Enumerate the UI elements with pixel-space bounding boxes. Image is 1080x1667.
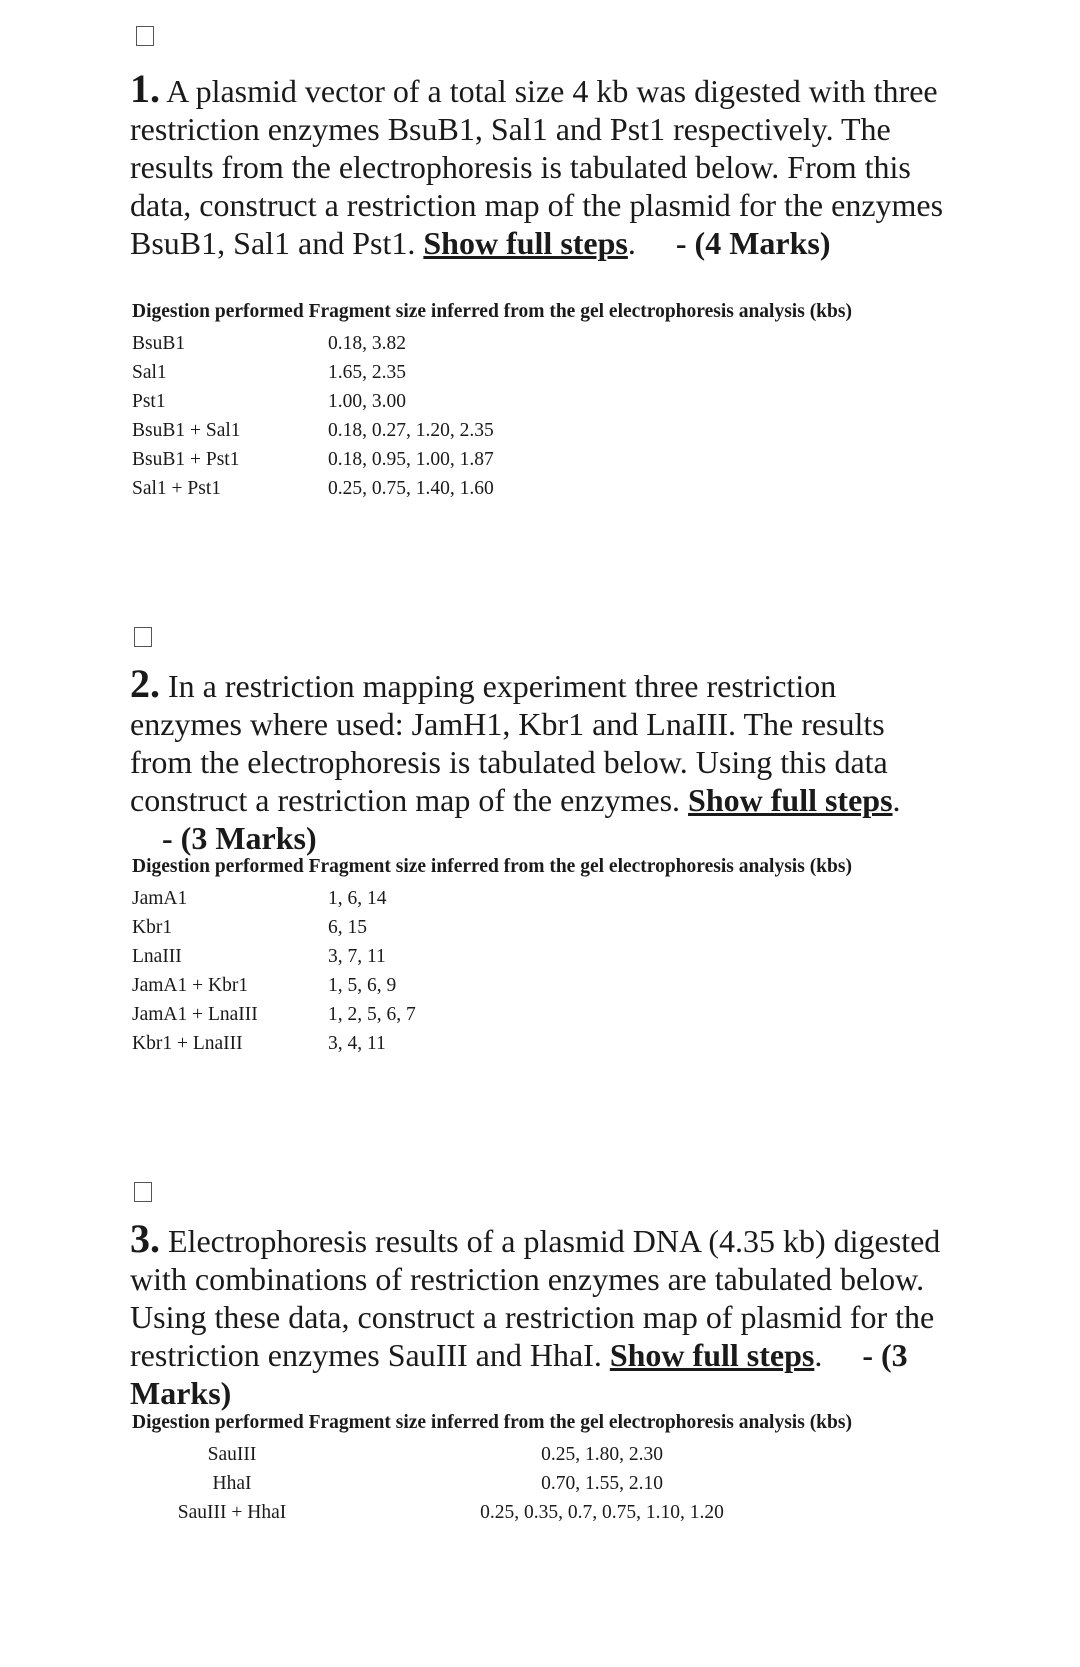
fragment-cell: 6, 15 xyxy=(328,917,367,938)
digestion-cell: Sal1 + Pst1 xyxy=(132,478,222,499)
digestion-cell: HhaI xyxy=(212,1473,252,1494)
q1-header-col2: Fragment size inferred from the gel electrophoresis analysis (kbs) xyxy=(308,301,852,322)
table-row xyxy=(132,1440,872,1469)
question-3 xyxy=(130,1216,950,1412)
q2-table-header xyxy=(132,856,852,884)
table-row xyxy=(132,884,852,913)
table-row xyxy=(132,329,852,358)
fragment-cell: 3, 4, 11 xyxy=(328,1033,386,1054)
fragment-cell: 0.18, 0.27, 1.20, 2.35 xyxy=(328,420,494,441)
digestion-cell: Pst1 xyxy=(132,391,166,412)
table-row xyxy=(132,387,852,416)
digestion-cell: JamA1 + Kbr1 xyxy=(132,975,249,996)
q2-checkbox[interactable] xyxy=(134,627,152,647)
table-row xyxy=(132,913,852,942)
q1-period: . xyxy=(627,225,636,261)
fragment-cell: 0.25, 0.75, 1.40, 1.60 xyxy=(328,478,494,499)
digestion-cell: Sal1 xyxy=(132,362,167,383)
digestion-cell: JamA1 + LnaIII xyxy=(132,1004,258,1025)
table-row xyxy=(132,1000,852,1029)
q3-header-col2: Fragment size inferred from the gel electrophoresis analysis (kbs) xyxy=(308,1412,852,1433)
table-row xyxy=(132,358,852,387)
digestion-cell: BsuB1 + Sal1 xyxy=(132,420,241,441)
fragment-cell: 1.00, 3.00 xyxy=(328,391,406,412)
q3-table-header xyxy=(132,1412,872,1440)
digestion-cell: Kbr1 xyxy=(132,917,173,938)
q1-table xyxy=(132,301,852,503)
q2-table xyxy=(132,856,852,1058)
table-row xyxy=(132,1029,852,1058)
question-2 xyxy=(130,661,950,857)
fragment-cell: 0.18, 3.82 xyxy=(328,333,406,354)
fragment-cell: 0.25, 0.35, 0.7, 0.75, 1.10, 1.20 xyxy=(480,1502,724,1523)
q1-checkbox[interactable] xyxy=(136,26,154,46)
fragment-cell: 1.65, 2.35 xyxy=(328,362,406,383)
fragment-cell: 1, 6, 14 xyxy=(328,888,387,909)
q2-show-steps: Show full steps xyxy=(688,782,893,818)
q3-checkbox[interactable] xyxy=(134,1182,152,1202)
fragment-cell: 3, 7, 11 xyxy=(328,946,386,967)
digestion-cell: BsuB1 + Pst1 xyxy=(132,449,240,470)
q1-marks: - (4 Marks) xyxy=(675,225,831,261)
q3-header-col1: Digestion performed xyxy=(132,1412,304,1433)
q3-table xyxy=(132,1412,872,1527)
fragment-cell: 0.18, 0.95, 1.00, 1.87 xyxy=(328,449,494,470)
table-row xyxy=(132,474,852,503)
q2-marks: - (3 Marks) xyxy=(162,820,317,856)
table-row xyxy=(132,1469,872,1498)
q2-header-col1: Digestion performed xyxy=(132,856,304,877)
q2-header-col2: Fragment size inferred from the gel electrophoresis analysis (kbs) xyxy=(308,856,852,877)
q2-period: . xyxy=(892,782,901,818)
digestion-cell: SauIII xyxy=(207,1444,257,1465)
digestion-cell: LnaIII xyxy=(132,946,182,967)
q3-number: 3. xyxy=(130,1216,160,1261)
q2-number: 2. xyxy=(130,661,160,706)
table-row xyxy=(132,416,852,445)
digestion-cell: JamA1 xyxy=(132,888,188,909)
q1-text: A plasmid vector of a total size 4 kb was digested with three restriction enzymes BsuB1, Sal1 and Pst1 respectively. The results from the electrophoresis is tabulated below. From this data, construct a restriction map of the plasmid for the enzymes BsuB1, Sal1 and Pst1. xyxy=(130,73,944,261)
q3-marks: - (3 Marks) xyxy=(130,1337,908,1411)
q1-header-col1: Digestion performed xyxy=(132,301,304,322)
table-row xyxy=(132,971,852,1000)
table-row xyxy=(132,1498,872,1527)
q3-show-steps: Show full steps xyxy=(609,1337,815,1373)
fragment-cell: 1, 2, 5, 6, 7 xyxy=(328,1004,416,1025)
question-1 xyxy=(130,66,950,262)
q1-table-header xyxy=(132,301,852,329)
q3-period: . xyxy=(814,1337,823,1373)
digestion-cell: Kbr1 + LnaIII xyxy=(132,1033,243,1054)
table-row xyxy=(132,445,852,474)
digestion-cell: BsuB1 xyxy=(132,333,186,354)
digestion-cell: SauIII + HhaI xyxy=(177,1502,287,1523)
q3-text: Electrophoresis results of a plasmid DNA (4.35 kb) digested with combinations of restriction enzymes are tabulated below. Using these data, construct a restriction map of plasmid for the restriction enzymes SauIII and HhaI. xyxy=(130,1223,941,1373)
q1-show-steps: Show full steps xyxy=(423,225,628,261)
table-row xyxy=(132,942,852,971)
fragment-cell: 1, 5, 6, 9 xyxy=(328,975,397,996)
fragment-cell: 0.70, 1.55, 2.10 xyxy=(541,1473,663,1494)
fragment-cell: 0.25, 1.80, 2.30 xyxy=(541,1444,663,1465)
q2-text: In a restriction mapping experiment three restriction enzymes where used: JamH1, Kbr1 and LnaIII. The results from the electrophoresis is tabulated below. Using this data construct a restriction map of the enzymes. xyxy=(130,668,888,818)
q1-number: 1. xyxy=(130,66,160,111)
